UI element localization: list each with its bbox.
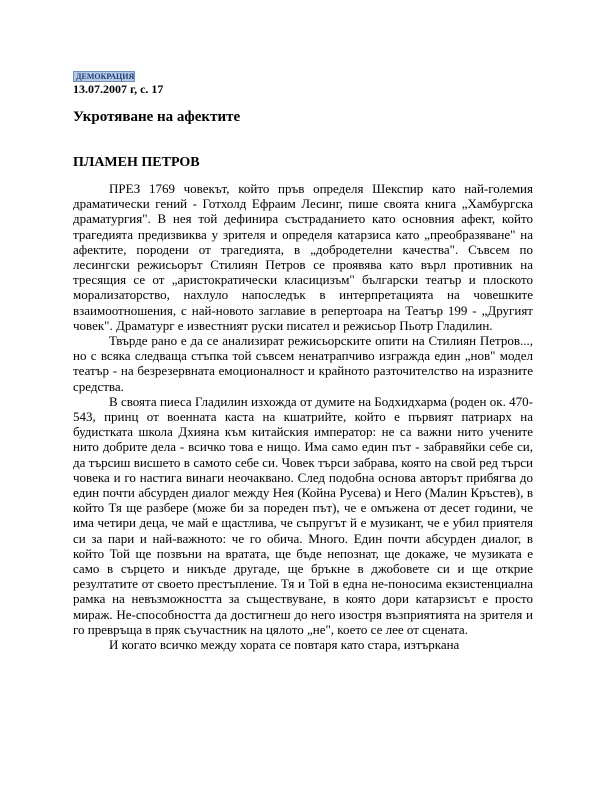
article-author: ПЛАМЕН ПЕТРОВ <box>73 155 200 170</box>
publication-logo: ДЕМОКРАЦИЯ <box>73 71 135 82</box>
paragraph: ПРЕЗ 1769 човекът, който пръв определя Шекспир като най-големия драматически гений - Готхолд Ефраим Лесинг, пише своята книга „Хамбургска драматургия". В нея той дефинира състраданието като основния афект, който трагедията предизвиква у зрителя и определя катарзиса като „преобразяване" на афектите, породени от трагедията, в „добродетелни качества". Съвсем по лесингски режисьорът Стилиян Петров се проявява като върл противник на тресящия се от „аристократически класицизъм" български театър и плоското морализаторство, нахлуло напоследък в интерпретацията на човешките взаимоотношения, с най-новото заглавие в репертоара на Театър 199 - „Другият човек". Драматург е известният руски писател и режисьор Пьотр Гладилин. <box>73 181 533 333</box>
paragraph: И когато всичко между хората се повтаря като стара, изтъркана <box>109 637 460 653</box>
article-title: Укротяване на афектите <box>73 109 241 125</box>
paragraph: Твърде рано е да се анализират режисьорските опити на Стилиян Петров..., но с всяка следваща стъпка той съвсем ненатрапчиво изгражда един „нов" модел театър - на безрезервната емоционалност и крайното разточителство на изразните средства. <box>73 333 533 394</box>
issue-date-page: 13.07.2007 г, с. 17 <box>73 82 164 96</box>
article-body <box>73 181 533 652</box>
paragraph: В своята пиеса Гладилин изхожда от думите на Бодхидхарма (роден ок. 470-543, принц от военната каста на кшатрийте, който е първият патриарх на будистката школа Дхияна към китайския император: не са важни нито учените нито добрите дела - всичко това е нищо. Има само един път - забравяйки себе си, да търсиш висшето в самото себе си. Човек търси забрава, която на свой ред търси човека и го настига винаги неочаквано. След подобна основа авторът прибягва до един почти абсурден диалог между Нея (Койна Русева) и Него (Малин Кръстев), в който Тя ще разбере (може би за пореден път), че е омъжена от десет години, че има четири деца, че май е щастлива, че съпругът й е музикант, че е убил приятеля си за пари и най-важното: че го обича. Много. Един почти абсурден диалог, в който Той ще позвъни на вратата, ще бъде непознат, ще докаже, че музиката е само в сърцето и никъде другаде, ще бръкне в джобовете си и ще открие резултатите от своето престъпление. Тя и Той в една не-поносима екзистенциална рамка на невъзможността за съществуване, в която дори катарзисът е просто мираж. Не-способността да достигнеш до него изостря възприятията на зрителя и го превръща в пряк съучастник на цялото „не", което се лее от сцената. <box>73 393 533 637</box>
